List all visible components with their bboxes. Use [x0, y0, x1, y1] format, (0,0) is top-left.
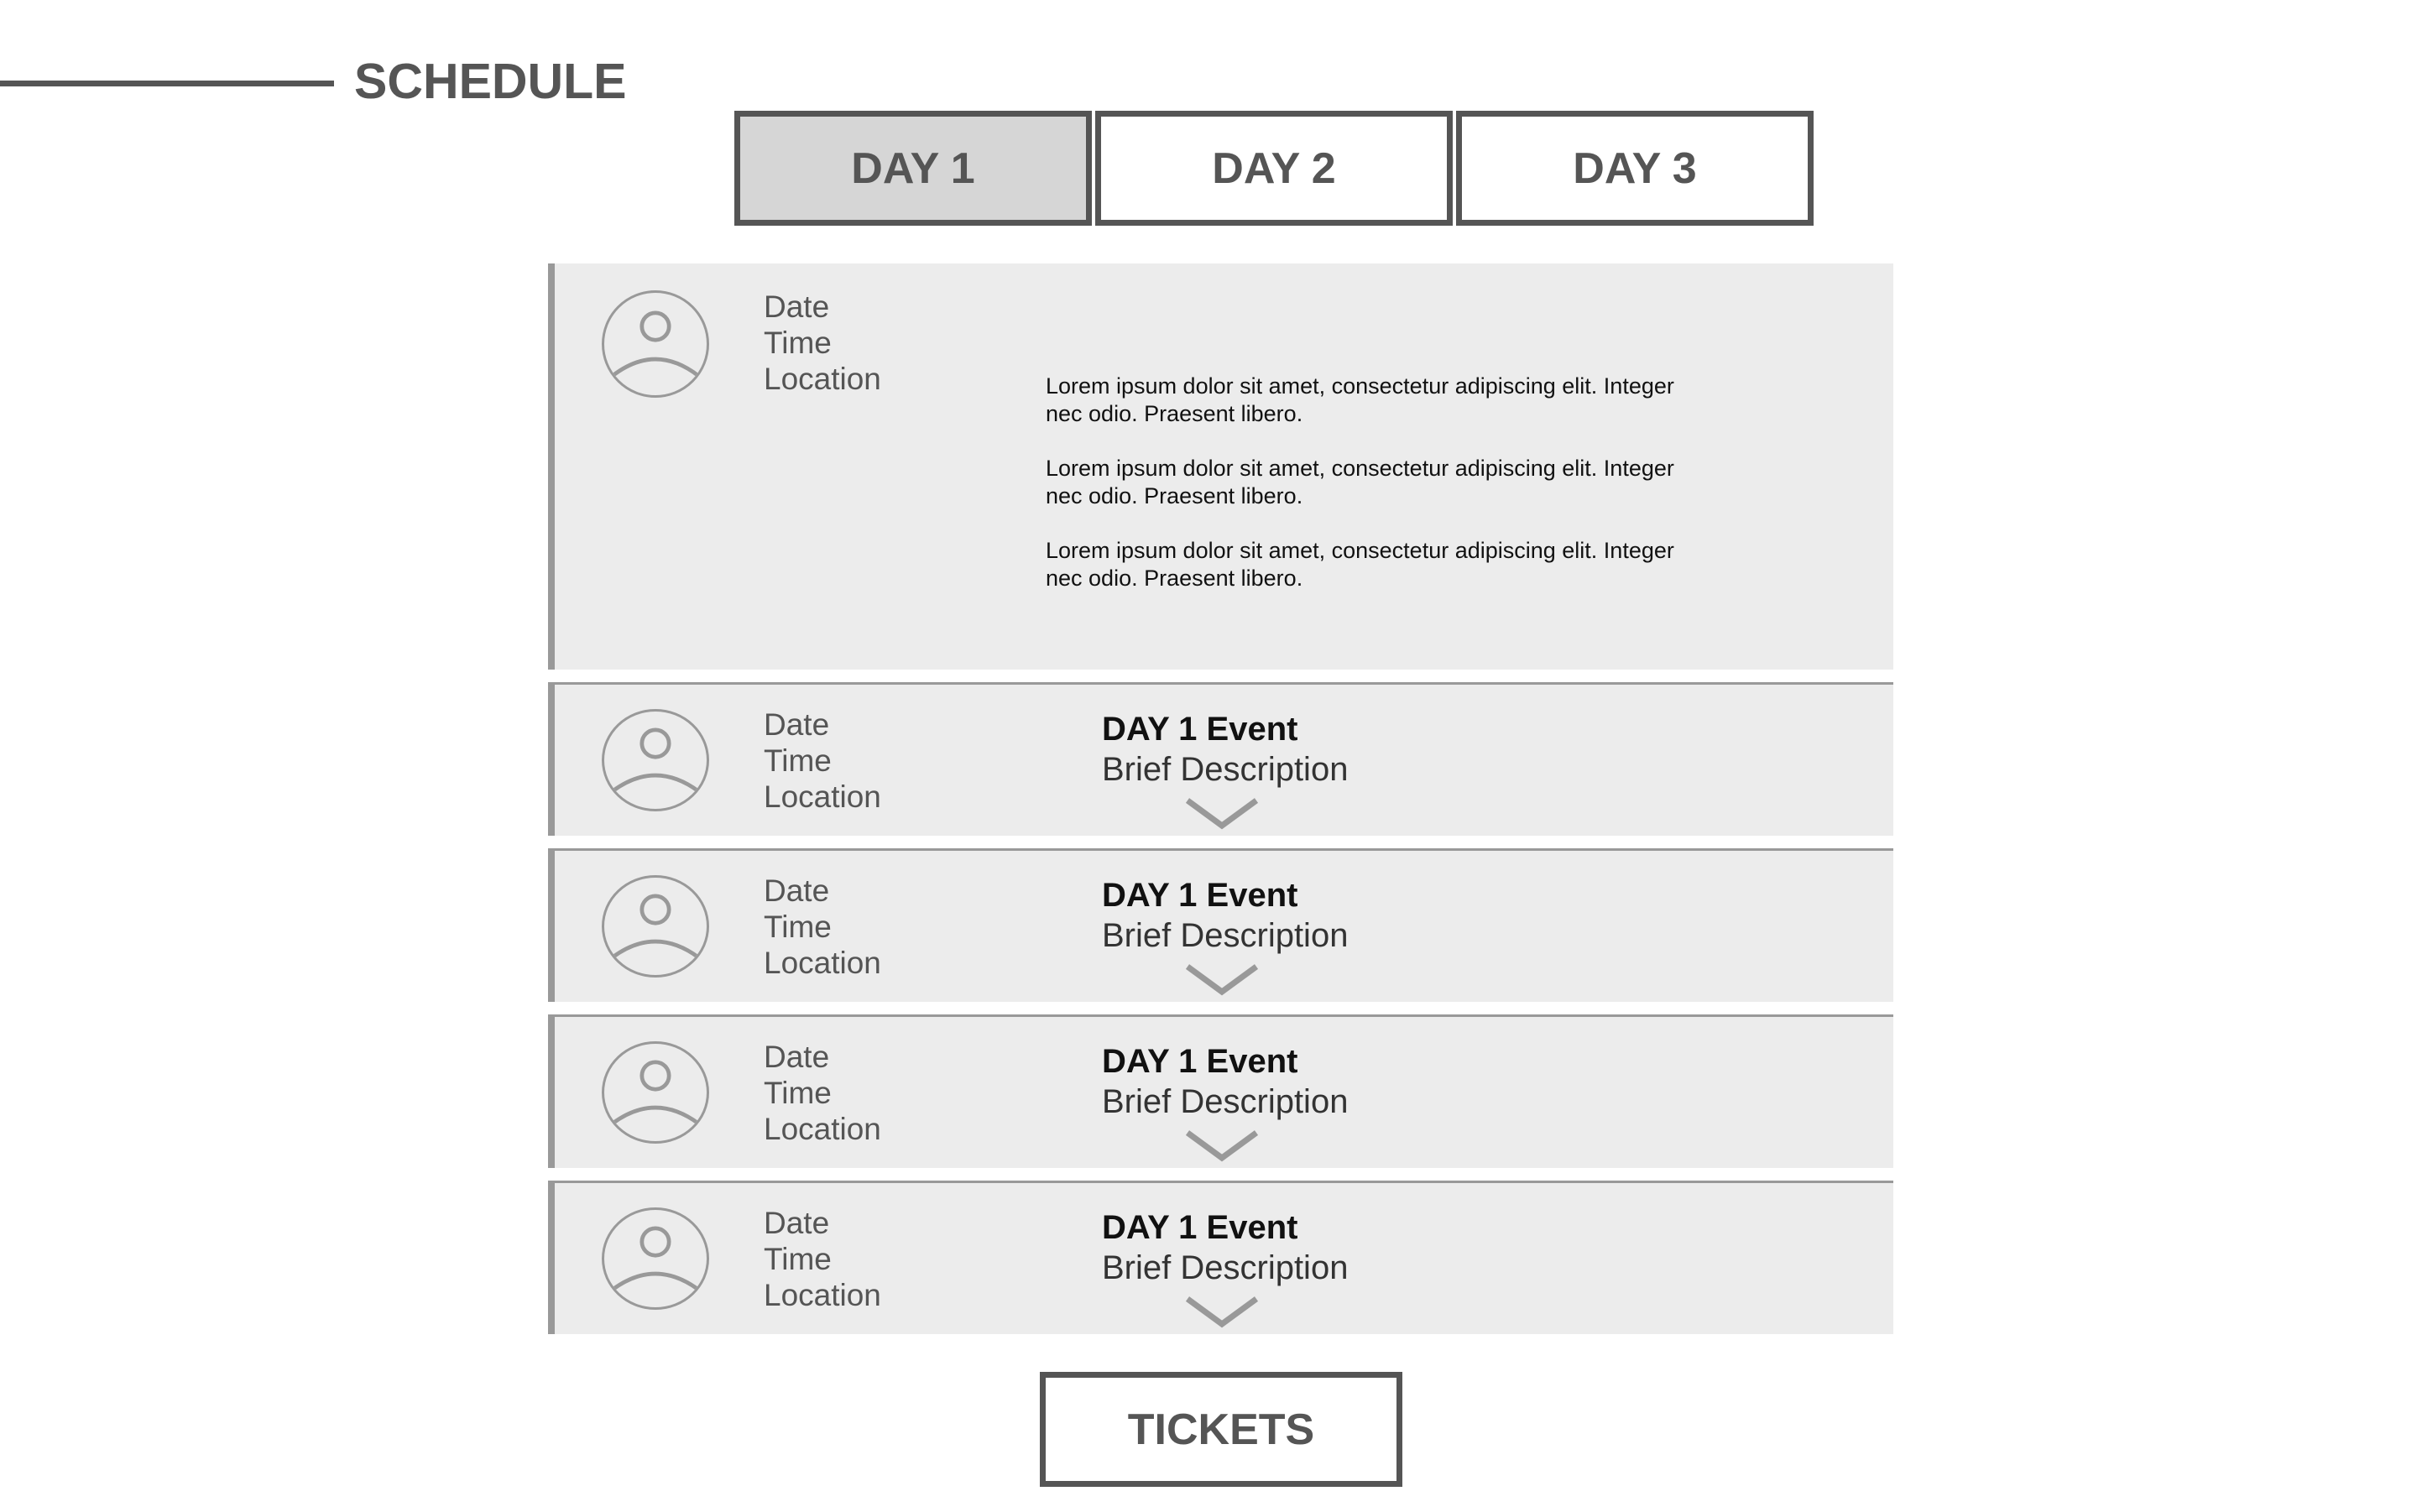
- event-description: Brief Description: [1102, 917, 1349, 954]
- event-meta: [764, 1205, 881, 1313]
- event-meta: [764, 706, 881, 815]
- event-time: Time: [764, 1076, 832, 1110]
- event-meta: [764, 289, 881, 397]
- event-description: Brief Description: [1102, 1083, 1349, 1120]
- schedule-list: [548, 263, 1893, 1334]
- event-detail-paragraph: Lorem ipsum dolor sit amet, consectetur adipiscing elit. Integer nec odio. Praesent libero.: [1046, 456, 1674, 508]
- event-title: DAY 1 Event: [1102, 877, 1298, 914]
- event-meta: [764, 1039, 881, 1147]
- user-avatar-icon: [602, 1207, 709, 1310]
- user-avatar-icon: [602, 709, 709, 811]
- event-date: Date: [764, 1040, 830, 1074]
- event-detail-paragraph: Lorem ipsum dolor sit amet, consectetur adipiscing elit. Integer nec odio. Praesent libero.: [1046, 373, 1674, 426]
- event-time: Time: [764, 1242, 832, 1276]
- chevron-down-icon[interactable]: [1184, 963, 1260, 997]
- event-location: Location: [764, 362, 881, 396]
- tab-day-1[interactable]: DAY 1: [734, 111, 1092, 226]
- event-date: Date: [764, 1206, 830, 1240]
- event-date: Date: [764, 289, 830, 324]
- event-meta: [764, 873, 881, 981]
- event-location: Location: [764, 779, 881, 814]
- event-date: Date: [764, 707, 830, 742]
- tab-day-2[interactable]: DAY 2: [1095, 111, 1453, 226]
- event-details: [1046, 373, 1684, 619]
- event-title: DAY 1 Event: [1102, 1209, 1298, 1246]
- header-divider-line: [0, 81, 334, 86]
- page-title: SCHEDULE: [354, 54, 627, 109]
- event-location: Location: [764, 1278, 881, 1312]
- user-avatar-icon: [602, 290, 709, 398]
- event-description: Brief Description: [1102, 751, 1349, 788]
- day-tabs: [734, 111, 1814, 226]
- event-description: Brief Description: [1102, 1249, 1349, 1286]
- event-card[interactable]: [548, 1014, 1893, 1168]
- event-location: Location: [764, 946, 881, 980]
- event-date: Date: [764, 873, 830, 908]
- event-title: DAY 1 Event: [1102, 711, 1298, 748]
- event-time: Time: [764, 326, 832, 360]
- user-avatar-icon: [602, 875, 709, 978]
- event-time: Time: [764, 743, 832, 778]
- user-avatar-icon: [602, 1041, 709, 1144]
- event-card-expanded[interactable]: [548, 263, 1893, 670]
- event-card[interactable]: [548, 848, 1893, 1002]
- chevron-down-icon[interactable]: [1184, 797, 1260, 831]
- chevron-down-icon[interactable]: [1184, 1296, 1260, 1329]
- event-title: DAY 1 Event: [1102, 1043, 1298, 1080]
- event-card[interactable]: [548, 682, 1893, 836]
- event-time: Time: [764, 910, 832, 944]
- tab-day-3[interactable]: DAY 3: [1456, 111, 1814, 226]
- chevron-down-icon[interactable]: [1184, 1129, 1260, 1163]
- event-location: Location: [764, 1112, 881, 1146]
- event-card[interactable]: [548, 1181, 1893, 1334]
- tickets-button[interactable]: TICKETS: [1040, 1372, 1402, 1487]
- event-detail-paragraph: Lorem ipsum dolor sit amet, consectetur adipiscing elit. Integer nec odio. Praesent libero.: [1046, 538, 1674, 591]
